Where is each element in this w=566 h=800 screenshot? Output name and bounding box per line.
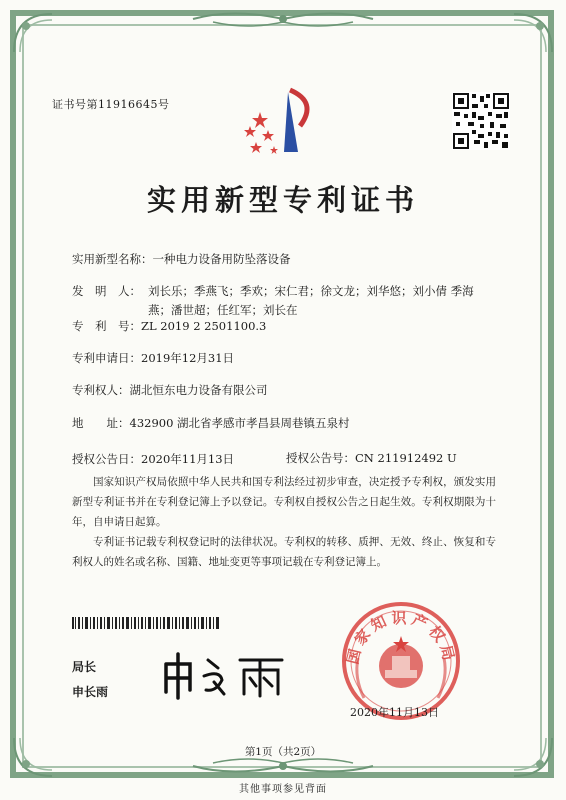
- utility-model-name-field: [72, 250, 291, 269]
- field-label: 专利权人：: [72, 383, 130, 397]
- director-signature: [160, 650, 290, 700]
- director-name: 申长雨: [72, 685, 109, 699]
- corner-ornament: [12, 12, 56, 56]
- top-ornament: [183, 8, 383, 30]
- publication-number-field: [286, 450, 457, 466]
- patent-office-emblem-icon: [238, 82, 330, 162]
- field-value: 432900 湖北省孝感市孝昌县周巷镇五泉村: [129, 416, 350, 430]
- field-value: ZL 2019 2 2501100.3: [141, 319, 267, 333]
- qr-code: [452, 92, 510, 150]
- footer-note: 其他事项参见背面: [239, 784, 327, 795]
- patent-number-field: [72, 317, 266, 336]
- field-value: 2019年12月31日: [141, 351, 235, 365]
- field-label: 发 明 人：: [72, 284, 141, 298]
- field-label: 实用新型名称：: [72, 252, 153, 266]
- certificate-title: 实用新型专利证书: [146, 183, 419, 217]
- field-value: 刘长乐；季燕飞；季欢；宋仁君；徐文龙；刘华悠；刘小倩 季海燕；潘世超；任红军；刘长在: [148, 284, 474, 317]
- field-label: 授权公告号：: [286, 451, 355, 465]
- seal-date: 2020年11月13日: [350, 706, 439, 719]
- seal-text: 国家知识产权局: [343, 609, 459, 666]
- field-value: 湖北恒东电力设备有限公司: [129, 383, 268, 397]
- inventor-field: [72, 282, 474, 317]
- field-value: 2020年11月13日: [141, 452, 235, 466]
- statement-paragraph: 国家知识产权局依照中华人民共和国专利法经过初步审查，决定授予专利权，颁发实用新型专利证书并在专利登记簿上予以登记。专利权自授权公告之日起生效。专利权期限为十年，自申请日起算。: [72, 476, 496, 528]
- field-value: CN 211912492 U: [355, 451, 457, 465]
- grant-date-field: [72, 450, 234, 469]
- director-title: 局长: [72, 660, 97, 674]
- field-label: 专利申请日：: [72, 351, 141, 365]
- address-field: [72, 414, 350, 433]
- filing-date-field: [72, 349, 234, 368]
- corner-ornament: [510, 12, 554, 56]
- certificate-number: 证书号第11916645号: [52, 98, 170, 111]
- statement-paragraph: 专利证书记载专利权登记时的法律状况。专利权的转移、质押、无效、终止、恢复和专利权人的姓名或名称、国籍、地址变更等事项记载在专利登记簿上。: [72, 536, 496, 568]
- field-label: 授权公告日：: [72, 452, 141, 466]
- field-label: 专 利 号：: [72, 319, 141, 333]
- barcode: [72, 617, 220, 629]
- page-number: 第1页（共2页）: [244, 746, 322, 758]
- field-value: 一种电力设备用防坠落设备: [152, 252, 291, 266]
- field-label: 地 址：: [72, 416, 130, 430]
- patent-owner-field: [72, 381, 268, 400]
